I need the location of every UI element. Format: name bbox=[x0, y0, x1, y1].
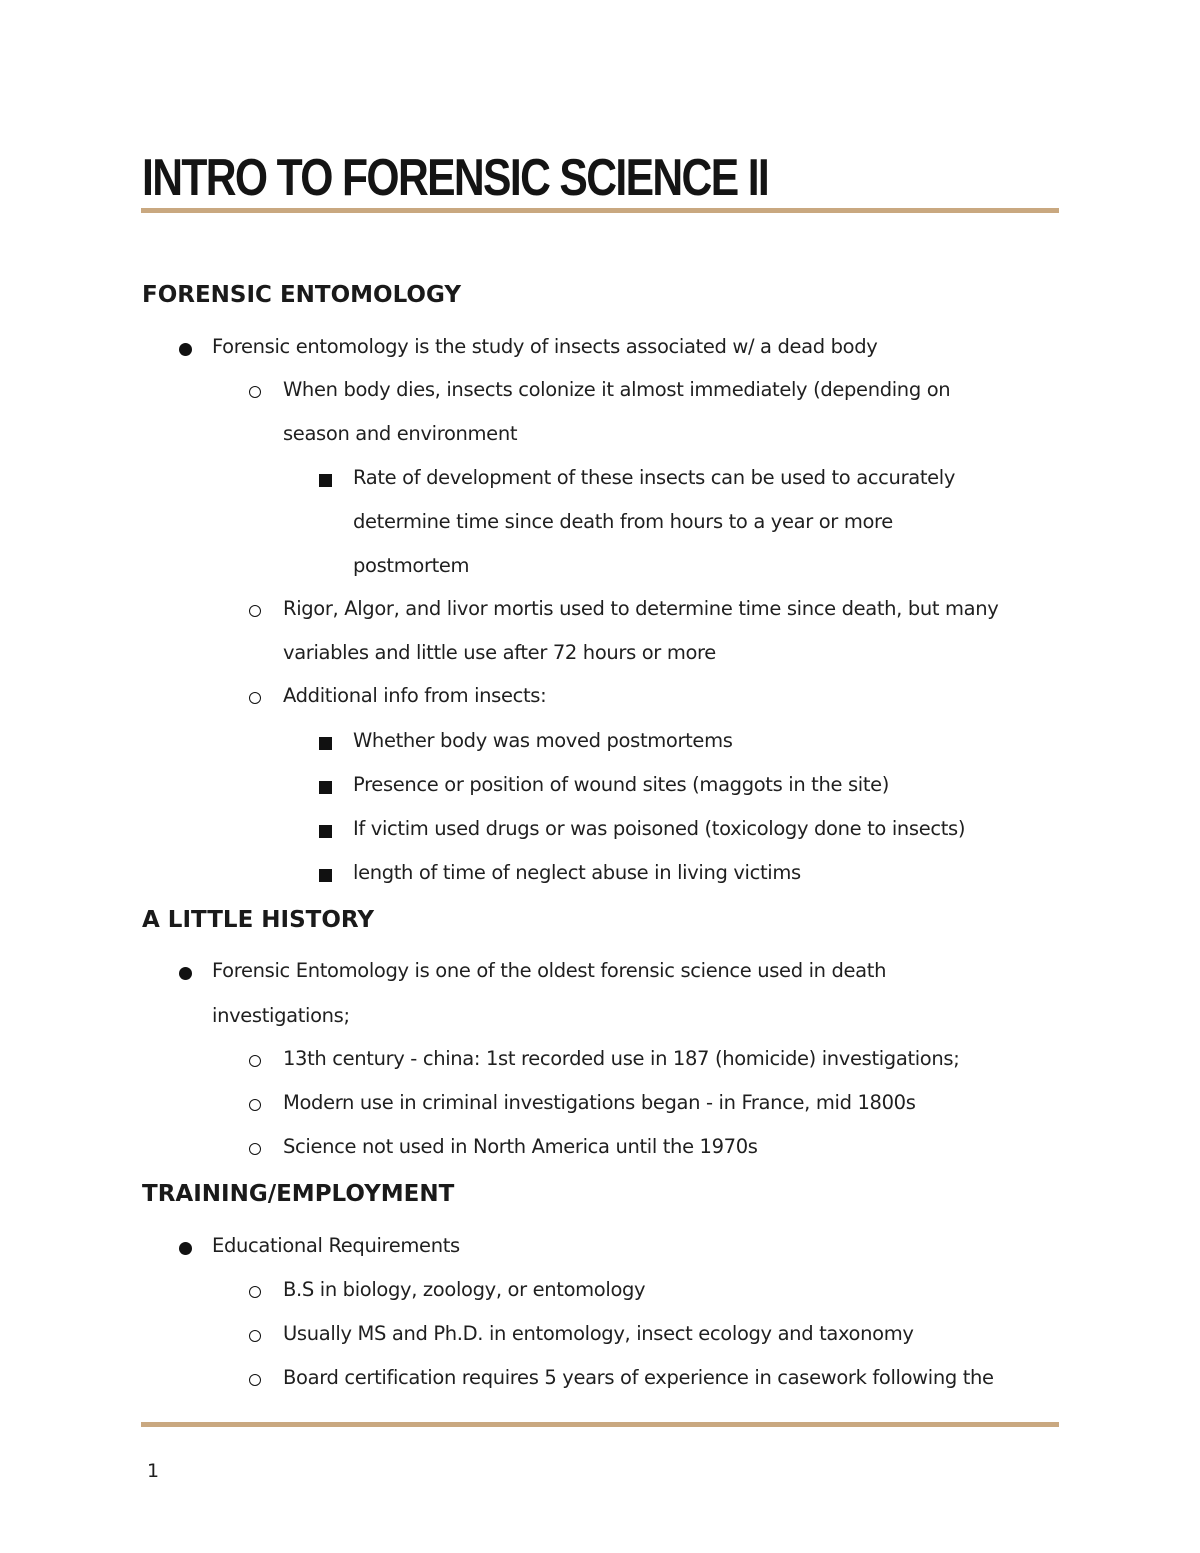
list-item: Whether body was moved postmortems bbox=[353, 729, 733, 752]
list-item: length of time of neglect abuse in living victims bbox=[353, 861, 801, 884]
section-heading-a-little-history: A LITTLE HISTORY bbox=[142, 907, 375, 933]
list-item-continuation: variables and little use after 72 hours or more bbox=[283, 641, 716, 664]
list-item-continuation: investigations; bbox=[212, 1004, 350, 1027]
list-item: When body dies, insects colonize it almost immediately (depending on bbox=[283, 378, 951, 401]
square-bullet-icon bbox=[319, 737, 332, 750]
list-item: Board certification requires 5 years of experience in casework following the bbox=[283, 1366, 994, 1389]
list-item-continuation: determine time since death from hours to a year or more bbox=[353, 510, 893, 533]
document-title: INTRO TO FORENSIC SCIENCE II bbox=[142, 149, 769, 207]
page-number: 1 bbox=[147, 1460, 160, 1482]
list-item-continuation: season and environment bbox=[283, 422, 518, 445]
list-item: Forensic Entomology is one of the oldest forensic science used in death bbox=[212, 959, 887, 982]
hollow-circle-bullet-icon bbox=[249, 1374, 261, 1386]
square-bullet-icon bbox=[319, 781, 332, 794]
filled-circle-bullet-icon bbox=[179, 343, 192, 356]
list-item: B.S in biology, zoology, or entomology bbox=[283, 1278, 646, 1301]
hollow-circle-bullet-icon bbox=[249, 1055, 261, 1067]
list-item: Additional info from insects: bbox=[283, 684, 547, 707]
hollow-circle-bullet-icon bbox=[249, 1143, 261, 1155]
hollow-circle-bullet-icon bbox=[249, 386, 261, 398]
hollow-circle-bullet-icon bbox=[249, 1099, 261, 1111]
list-item-continuation: postmortem bbox=[353, 554, 470, 577]
section-heading-training-employment: TRAINING/EMPLOYMENT bbox=[142, 1181, 455, 1207]
section-heading-forensic-entomology: FORENSIC ENTOMOLOGY bbox=[142, 282, 462, 308]
list-item: Rate of development of these insects can be used to accurately bbox=[353, 466, 956, 489]
list-item: 13th century - china: 1st recorded use in 187 (homicide) investigations; bbox=[283, 1047, 960, 1070]
hollow-circle-bullet-icon bbox=[249, 692, 261, 704]
filled-circle-bullet-icon bbox=[179, 1242, 192, 1255]
list-item: Forensic entomology is the study of insects associated w/ a dead body bbox=[212, 335, 878, 358]
hollow-circle-bullet-icon bbox=[249, 1330, 261, 1342]
footer-divider bbox=[141, 1422, 1059, 1427]
list-item: Presence or position of wound sites (maggots in the site) bbox=[353, 773, 890, 796]
hollow-circle-bullet-icon bbox=[249, 1286, 261, 1298]
square-bullet-icon bbox=[319, 825, 332, 838]
list-item: Modern use in criminal investigations began - in France, mid 1800s bbox=[283, 1091, 916, 1114]
square-bullet-icon bbox=[319, 474, 332, 487]
list-item: Rigor, Algor, and livor mortis used to determine time since death, but many bbox=[283, 597, 999, 620]
list-item: If victim used drugs or was poisoned (toxicology done to insects) bbox=[353, 817, 966, 840]
title-divider bbox=[141, 208, 1059, 213]
list-item: Educational Requirements bbox=[212, 1234, 460, 1257]
square-bullet-icon bbox=[319, 869, 332, 882]
list-item: Science not used in North America until the 1970s bbox=[283, 1135, 758, 1158]
filled-circle-bullet-icon bbox=[179, 967, 192, 980]
hollow-circle-bullet-icon bbox=[249, 605, 261, 617]
list-item: Usually MS and Ph.D. in entomology, insect ecology and taxonomy bbox=[283, 1322, 914, 1345]
